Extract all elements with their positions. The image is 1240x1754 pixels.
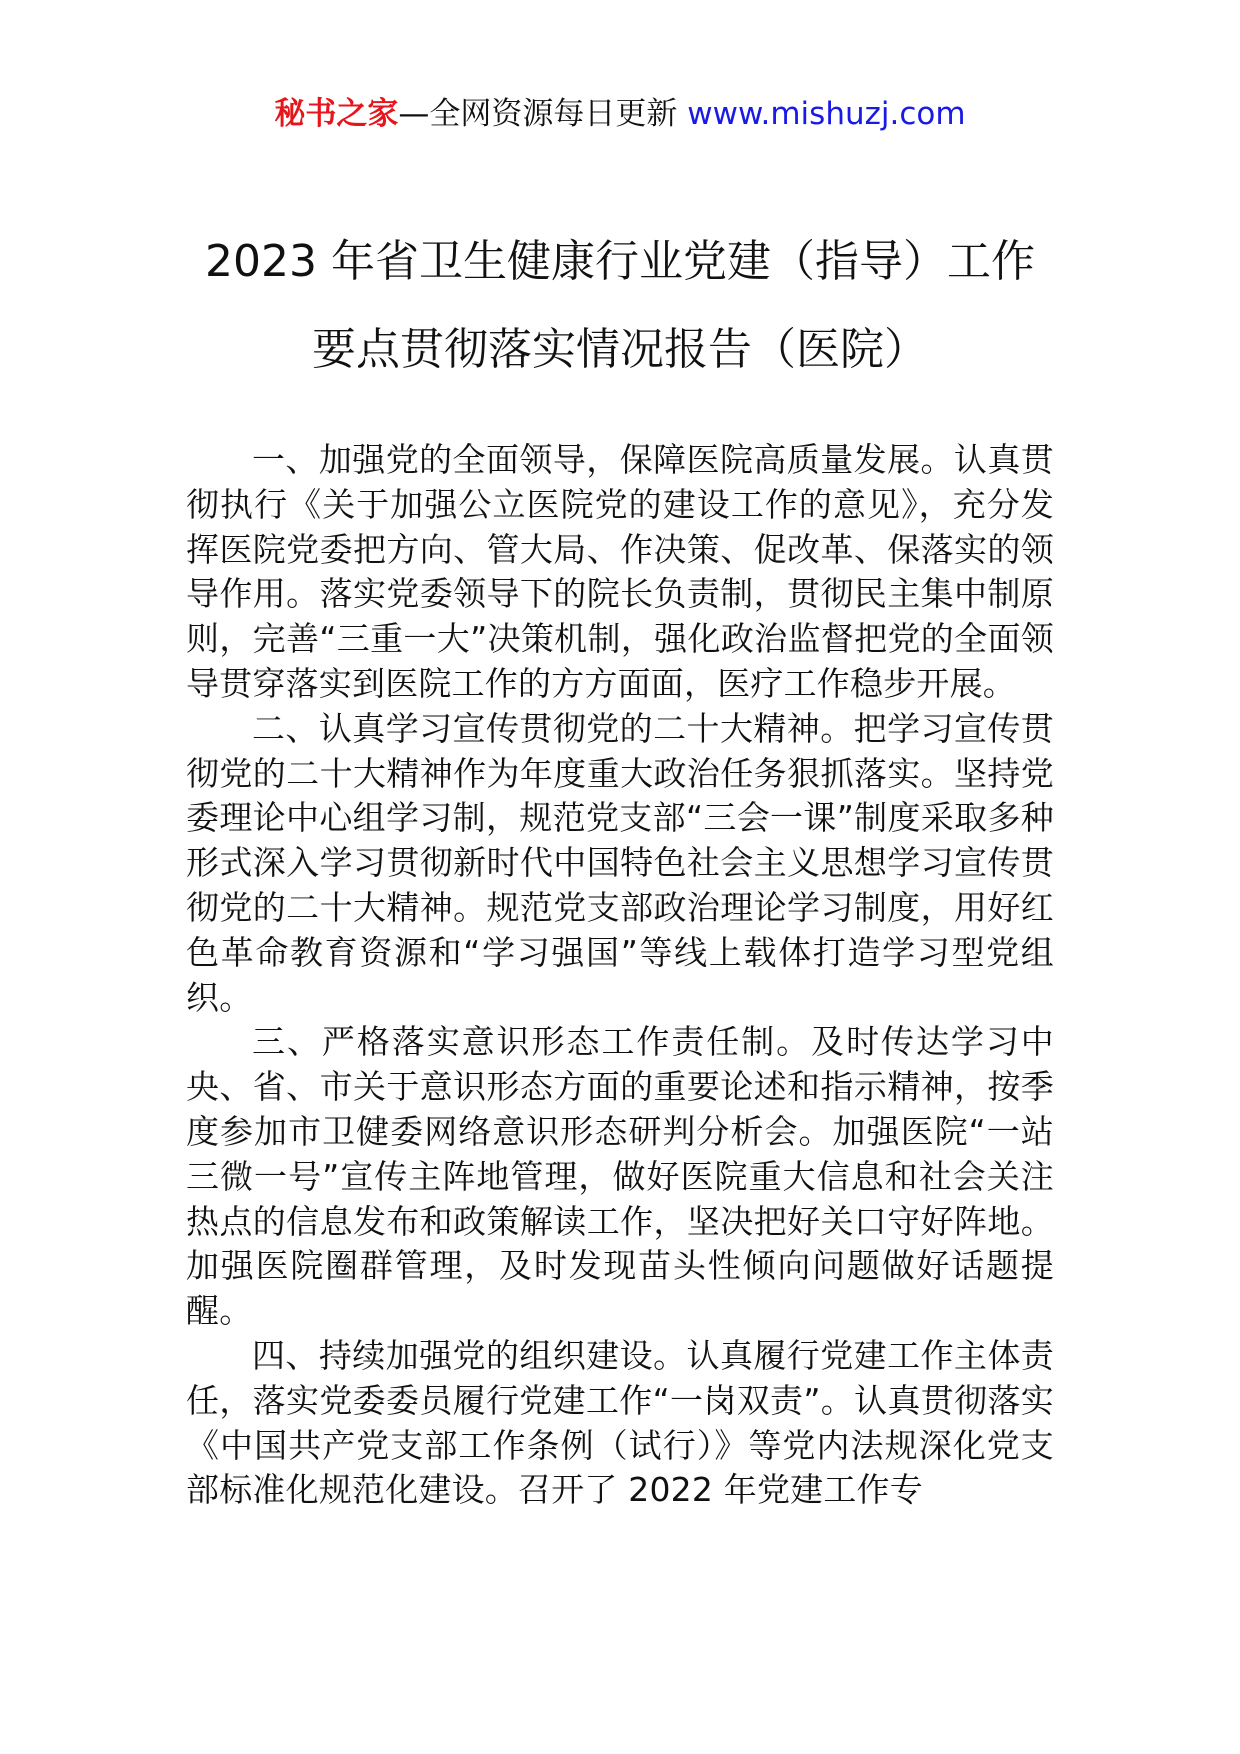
site-url-link[interactable]: www.mishuzj.com xyxy=(687,96,966,132)
paragraph-1: 一、加强党的全面领导，保障医院高质量发展。认真贯彻执行《关于加强公立医院党的建设工作的意见》，充分发挥医院党委把方向、管大局、作决策、促改革、保落实的领导作用。落实党委领导下的院长负责制，贯彻民主集中制原则，完善“三重一大”决策机制，强化政治监督把党的全面领导贯穿落实到医院工作的方方面面，医疗工作稳步开展。 xyxy=(186,440,1054,703)
paragraph-2: 二、认真学习宣传贯彻党的二十大精神。把学习宣传贯彻党的二十大精神作为年度重大政治任务狠抓落实。坚持党委理论中心组学习制，规范党支部“三会一课”制度采取多种形式深入学习贯彻新时代中国特色社会主义思想学习宣传贯彻党的二十大精神。规范党支部政治理论学习制度，用好红色革命教育资源和“学习强国”等线上载体打造学习型党组织。 xyxy=(186,708,1054,1017)
paragraph-4: 四、持续加强党的组织建设。认真履行党建工作主体责任，落实党委委员履行党建工作“一岗双责”。认真贯彻落实《中国共产党支部工作条例（试行）》等党内法规深化党支部标准化规范化建设。召开了 2022 年党建工作专 xyxy=(186,1335,1054,1510)
site-brand: 秘书之家 xyxy=(274,96,399,132)
paragraph-3: 三、严格落实意识形态工作责任制。及时传达学习中央、省、市关于意识形态方面的重要论述和指示精神，按季度参加市卫健委网络意识形态研判分析会。加强医院“一站三微一号”宣传主阵地管理，做好医院重大信息和社会关注热点的信息发布和政策解读工作，坚决把好关口守好阵地。加强医院圈群管理，及时发现苗头性倾向问题做好话题提醒。 xyxy=(186,1022,1054,1331)
site-banner xyxy=(0,94,1240,134)
site-slogan: —全网资源每日更新 xyxy=(398,96,688,132)
document-title-line-1: 2023 年省卫生健康行业党建（指导）工作 xyxy=(205,236,1035,287)
document-title-line-2: 要点贯彻落实情况报告（医院） xyxy=(312,324,928,375)
document-body xyxy=(186,438,1054,1513)
